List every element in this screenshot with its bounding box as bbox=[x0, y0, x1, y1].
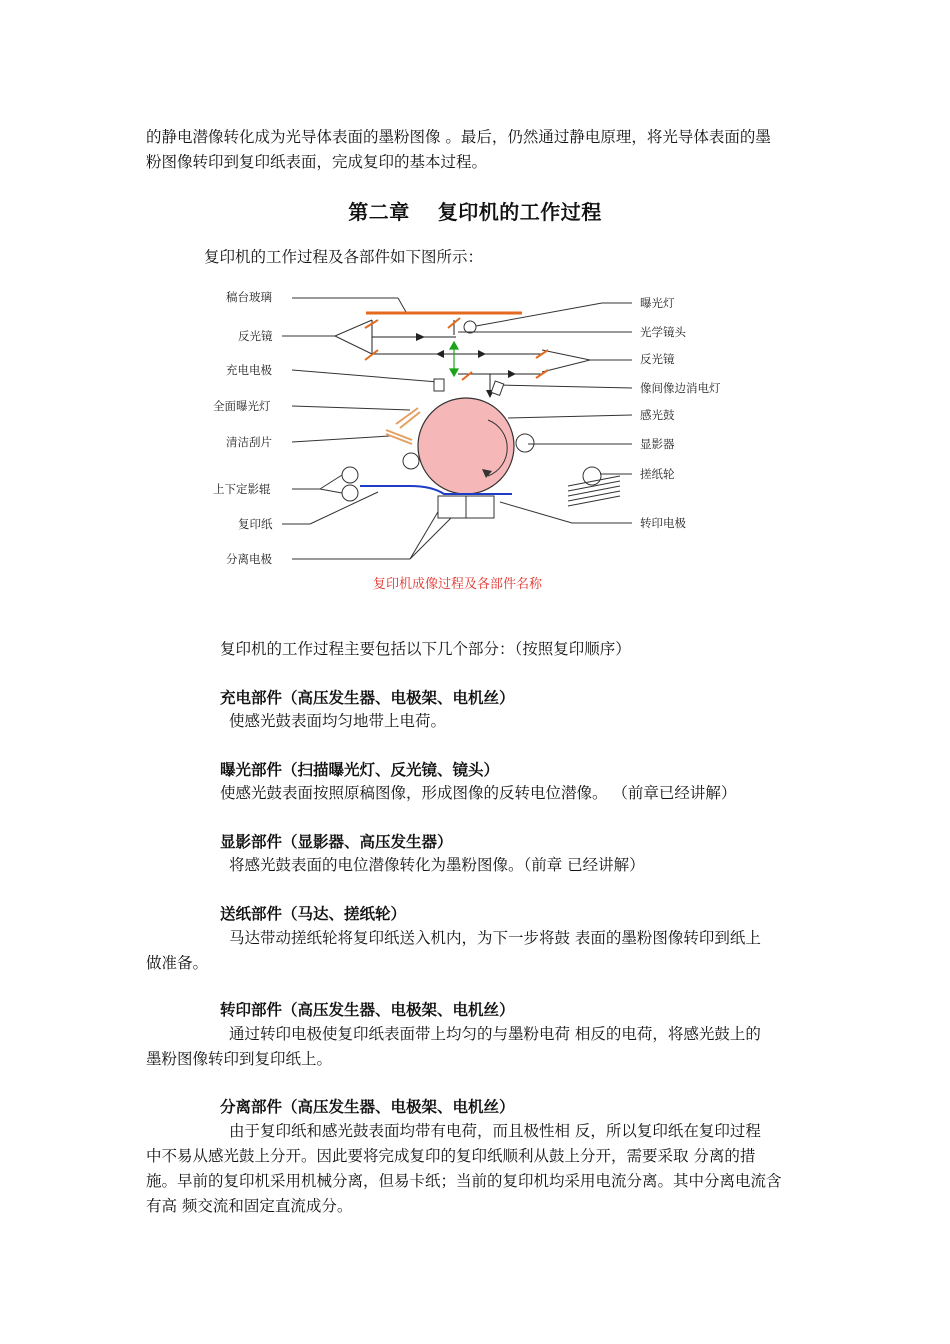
section-charging-text: 使感光鼓表面均匀地带上电荷。 bbox=[229, 712, 447, 730]
label-pickup-roller: 搓纸轮 bbox=[640, 467, 675, 481]
paper-stack bbox=[568, 476, 620, 506]
developer-roller bbox=[516, 434, 534, 452]
section-separation-title: 分离部件（高压发生器、电极架、电机丝） bbox=[220, 1098, 515, 1116]
section-separation-text-4: 有高 频交流和固定直流成分。 bbox=[146, 1197, 353, 1215]
process-intro: 复印机的工作过程主要包括以下几个部分：（按照复印顺序） bbox=[220, 640, 631, 658]
section-develop-title: 显影部件（显影器、高压发生器） bbox=[220, 833, 453, 851]
section-separation-text-2: 中不易从感光鼓上分开。因此要将完成复印的复印纸顺利从鼓上分开，需要采取 分离的措 bbox=[146, 1147, 756, 1165]
label-copy-paper: 复印纸 bbox=[238, 517, 273, 531]
charging-electrode-shape bbox=[434, 379, 444, 391]
chapter-heading bbox=[0, 196, 950, 225]
label-full-exposure-lamp: 全面曝光灯 bbox=[213, 399, 271, 413]
section-separation-text-1: 由于复印纸和感光鼓表面均带有电荷，而且极性相 反，所以复印纸在复印过程 bbox=[229, 1122, 761, 1140]
label-optical-lens: 光学镜头 bbox=[640, 325, 686, 339]
section-feed-title: 送纸部件（马达、搓纸轮） bbox=[220, 905, 407, 923]
section-exposure-title: 曝光部件（扫描曝光灯、反光镜、镜头） bbox=[220, 761, 500, 779]
fuser-roller-lines bbox=[320, 475, 342, 493]
label-developer: 显影器 bbox=[640, 437, 675, 451]
diagram-intro: 复印机的工作过程及各部件如下图所示： bbox=[204, 248, 484, 266]
label-mirror-left: 反光镜 bbox=[238, 329, 273, 343]
copier-diagram bbox=[200, 280, 760, 610]
section-develop-text: 将感光鼓表面的电位潜像转化为墨粉图像。（前章 已经讲解） bbox=[229, 856, 645, 874]
section-feed-text-1: 马达带动搓纸轮将复印纸送入机内，为下一步将鼓 表面的墨粉图像转印到纸上 bbox=[229, 929, 761, 947]
label-mirror-right: 反光镜 bbox=[640, 352, 675, 366]
section-separation-text-3: 施。早前的复印机采用机械分离，但易卡纸；当前的复印机均采用电流分离。其中分离电流含 bbox=[146, 1172, 782, 1190]
label-platen-glass: 稿台玻璃 bbox=[226, 290, 272, 304]
label-charging-electrode: 充电电极 bbox=[226, 363, 272, 377]
label-transfer-electrode: 转印电极 bbox=[640, 516, 686, 530]
section-transfer-text-2: 墨粉图像转印到复印纸上。 bbox=[146, 1050, 333, 1068]
label-separation-electrode: 分离电极 bbox=[226, 552, 272, 566]
label-exposure-lamp: 曝光灯 bbox=[640, 296, 675, 310]
lens-movement-arrow bbox=[450, 342, 458, 376]
optical-path bbox=[372, 320, 542, 396]
section-feed-text-2: 做准备。 bbox=[146, 954, 209, 972]
fuser-roller-bottom bbox=[342, 485, 358, 501]
chapter-number: 第二章 bbox=[348, 200, 410, 224]
section-transfer-title: 转印部件（高压发生器、电极架、电机丝） bbox=[220, 1001, 515, 1019]
diagram-caption: 复印机成像过程及各部件名称 bbox=[373, 577, 543, 592]
exposure-lamp-shape bbox=[464, 321, 476, 333]
label-cleaning-blade: 清洁刮片 bbox=[226, 435, 272, 449]
chapter-title: 复印机的工作过程 bbox=[437, 200, 602, 224]
erase-lamp-shape bbox=[491, 381, 504, 395]
photoconductor-drum bbox=[418, 398, 514, 494]
section-charging-title: 充电部件（高压发生器、电极架、电机丝） bbox=[220, 689, 515, 707]
label-photoconductor-drum: 感光鼓 bbox=[640, 408, 675, 422]
intro-line-2: 粉图像转印到复印纸表面，完成复印的基本过程。 bbox=[146, 153, 488, 171]
section-exposure-text: 使感光鼓表面按照原稿图像，形成图像的反转电位潜像。 （前章已经讲解） bbox=[220, 784, 737, 802]
full-exposure-lamp-rays bbox=[396, 408, 420, 428]
section-transfer-text-1: 通过转印电极使复印纸表面带上均匀的与墨粉电荷 相反的电荷，将感光鼓上的 bbox=[229, 1025, 761, 1043]
label-erase-lamp: 像间像边消电灯 bbox=[640, 381, 721, 395]
cleaning-blade bbox=[386, 430, 412, 444]
cleaning-roller bbox=[403, 453, 419, 469]
label-fuser-rollers: 上下定影辊 bbox=[213, 482, 271, 496]
intro-line-1: 的静电潜像转化成为光导体表面的墨粉图像 。最后，仍然通过静电原理，将光导体表面的墨 bbox=[146, 128, 771, 146]
fuser-roller-top bbox=[342, 467, 358, 483]
